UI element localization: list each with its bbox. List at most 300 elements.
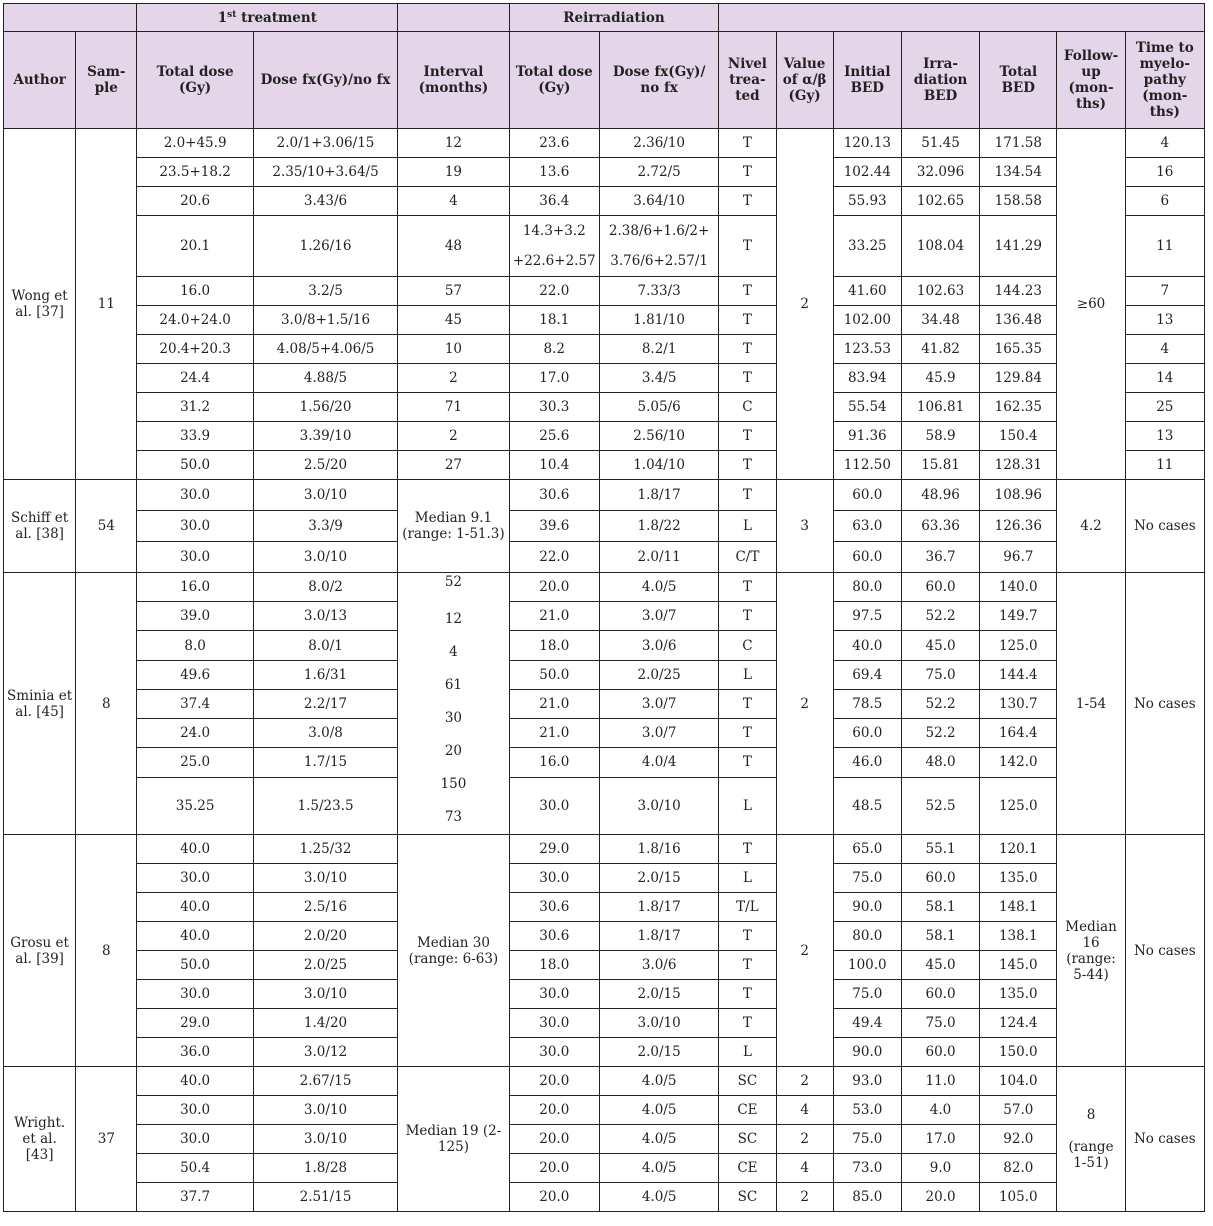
table-row	[4, 1009, 1205, 1038]
irradiation-bed: 102.65	[901, 187, 979, 216]
first-total-dose: 36.0	[137, 1038, 253, 1067]
total-bed: 129.84	[980, 364, 1057, 393]
reirr-total-dose	[509, 216, 599, 277]
table-row	[4, 893, 1205, 922]
irradiation-bed: 48.0	[901, 748, 979, 777]
interval: 4	[398, 187, 509, 216]
reirr-dose-fx: 8.2/1	[599, 335, 718, 364]
first-total-dose: 50.0	[137, 951, 253, 980]
col-reirr-dose-fx: Dose fx(Gy)/ no fx	[599, 32, 718, 129]
time-to-myelopathy: No cases	[1125, 1067, 1204, 1212]
nivel-treated: T	[719, 422, 776, 451]
reirr-total-dose: 8.2	[509, 335, 599, 364]
initial-bed: 123.53	[833, 335, 901, 364]
total-bed: 105.0	[980, 1183, 1057, 1212]
total-bed: 135.0	[980, 864, 1057, 893]
author-cell: Wright. et al. [43]	[4, 1067, 76, 1212]
first-dose-fx: 3.2/5	[253, 277, 397, 306]
initial-bed: 80.0	[833, 573, 901, 602]
total-bed: 96.7	[980, 542, 1057, 573]
first-dose-fx: 2.0/25	[253, 951, 397, 980]
irradiation-bed: 41.82	[901, 335, 979, 364]
initial-bed: 75.0	[833, 1125, 901, 1154]
table-row	[4, 719, 1205, 748]
first-total-dose: 50.0	[137, 451, 253, 480]
nivel-treated: T	[719, 689, 776, 718]
nivel-treated: CE	[719, 1154, 776, 1183]
reirr-dose-fx: 2.56/10	[599, 422, 718, 451]
follow-up-median: 8	[1086, 1107, 1096, 1123]
reirr-dose-fx: 2.0/25	[599, 660, 718, 689]
reirr-total-dose: 20.0	[509, 1096, 599, 1125]
reirr-total-dose: 18.0	[509, 631, 599, 660]
table-row	[4, 1125, 1205, 1154]
total-bed: 140.0	[980, 573, 1057, 602]
table-body	[4, 129, 1205, 1212]
initial-bed: 65.0	[833, 835, 901, 864]
total-bed: 82.0	[980, 1154, 1057, 1183]
interval: 20	[444, 743, 463, 759]
interval-list	[398, 573, 509, 835]
interval: 4	[449, 644, 458, 660]
reirr-total-dose: 18.1	[509, 306, 599, 335]
nivel-treated: C	[719, 631, 776, 660]
total-bed: 150.0	[980, 1038, 1057, 1067]
interval: Median 19 (2-125)	[398, 1067, 509, 1212]
follow-up-range: (range 1-51)	[1068, 1139, 1114, 1171]
reirr-dose-fx: 1.8/17	[599, 922, 718, 951]
initial-bed: 63.0	[833, 511, 901, 542]
initial-bed: 46.0	[833, 748, 901, 777]
irradiation-bed: 9.0	[901, 1154, 979, 1183]
first-total-dose: 30.0	[137, 542, 253, 573]
initial-bed: 60.0	[833, 719, 901, 748]
reirr-total-dose: 25.6	[509, 422, 599, 451]
time-to-myelopathy: 11	[1125, 451, 1204, 480]
table-row	[4, 980, 1205, 1009]
reirr-total-dose: 10.4	[509, 451, 599, 480]
reirr-total-dose: 21.0	[509, 719, 599, 748]
table-row	[4, 158, 1205, 187]
first-dose-fx: 8.0/1	[253, 631, 397, 660]
col-initial-bed: Initial BED	[833, 32, 901, 129]
irradiation-bed: 102.63	[901, 277, 979, 306]
reirr-dose-fx: 2.72/5	[599, 158, 718, 187]
first-dose-fx: 2.67/15	[253, 1067, 397, 1096]
initial-bed: 83.94	[833, 364, 901, 393]
total-bed: 104.0	[980, 1067, 1057, 1096]
col-nivel-treated: Nivel trea-ted	[719, 32, 776, 129]
author-cell: Grosu et al. [39]	[4, 835, 76, 1067]
first-total-dose: 20.4+20.3	[137, 335, 253, 364]
first-total-dose: 2.0+45.9	[137, 129, 253, 158]
reirr-dose-fx: 2.0/15	[599, 980, 718, 1009]
col-author: Author	[4, 32, 76, 129]
header-group-blank-left	[4, 4, 137, 32]
reirr-dose-fx: 4.0/5	[599, 573, 718, 602]
first-total-dose: 16.0	[137, 573, 253, 602]
reirr-dose-fx: 1.8/17	[599, 893, 718, 922]
table-row	[4, 689, 1205, 718]
first-dose-fx: 2.0/1+3.06/15	[253, 129, 397, 158]
nivel-treated: L	[719, 1038, 776, 1067]
first-total-dose: 49.6	[137, 660, 253, 689]
table-row	[4, 951, 1205, 980]
reirr-dose-fx: 4.0/5	[599, 1096, 718, 1125]
first-total-dose: 24.4	[137, 364, 253, 393]
nivel-treated: T	[719, 1009, 776, 1038]
total-bed: 130.7	[980, 689, 1057, 718]
first-dose-fx: 3.0/10	[253, 864, 397, 893]
total-bed: 134.54	[980, 158, 1057, 187]
first-dose-fx: 1.4/20	[253, 1009, 397, 1038]
irradiation-bed: 75.0	[901, 1009, 979, 1038]
first-dose-fx: 1.8/28	[253, 1154, 397, 1183]
total-bed: 135.0	[980, 980, 1057, 1009]
first-dose-fx: 3.39/10	[253, 422, 397, 451]
time-to-myelopathy: 16	[1125, 158, 1204, 187]
irradiation-bed: 63.36	[901, 511, 979, 542]
irradiation-bed: 51.45	[901, 129, 979, 158]
reirr-dose-fx: 3.0/10	[599, 1009, 718, 1038]
first-dose-fx: 1.26/16	[253, 216, 397, 277]
irradiation-bed: 52.2	[901, 689, 979, 718]
nivel-treated: T	[719, 748, 776, 777]
reirr-total-dose: 20.0	[509, 1183, 599, 1212]
nivel-treated: T	[719, 573, 776, 602]
irradiation-bed: 58.1	[901, 893, 979, 922]
total-bed: 171.58	[980, 129, 1057, 158]
total-bed: 145.0	[980, 951, 1057, 980]
table-row	[4, 660, 1205, 689]
first-total-dose: 33.9	[137, 422, 253, 451]
initial-bed: 75.0	[833, 864, 901, 893]
nivel-treated: SC	[719, 1183, 776, 1212]
table-row	[4, 573, 1205, 602]
initial-bed: 78.5	[833, 689, 901, 718]
first-dose-fx: 1.7/15	[253, 748, 397, 777]
nivel-treated: T/L	[719, 893, 776, 922]
total-bed: 141.29	[980, 216, 1057, 277]
interval: 30	[444, 710, 463, 726]
interval: 57	[398, 277, 509, 306]
nivel-treated: T	[719, 364, 776, 393]
nivel-treated: SC	[719, 1125, 776, 1154]
reirr-total-dose: 29.0	[509, 835, 599, 864]
irradiation-bed: 11.0	[901, 1067, 979, 1096]
first-total-dose: 25.0	[137, 748, 253, 777]
irradiation-bed: 17.0	[901, 1125, 979, 1154]
follow-up: ≥60	[1057, 129, 1125, 480]
reirr-dose-fx: 3.4/5	[599, 364, 718, 393]
table-row	[4, 777, 1205, 834]
first-dose-fx: 3.0/10	[253, 980, 397, 1009]
alpha-beta: 2	[776, 1183, 833, 1212]
first-dose-fx: 4.08/5+4.06/5	[253, 335, 397, 364]
col-irradiation-bed: Irra-diation BED	[901, 32, 979, 129]
nivel-treated: T	[719, 216, 776, 277]
table-row	[4, 1067, 1205, 1096]
interval: 2	[398, 422, 509, 451]
interval: 10	[398, 335, 509, 364]
interval: 27	[398, 451, 509, 480]
initial-bed: 97.5	[833, 602, 901, 631]
first-total-dose: 31.2	[137, 393, 253, 422]
reirr-dose-fx: 1.04/10	[599, 451, 718, 480]
irradiation-bed: 15.81	[901, 451, 979, 480]
first-dose-fx: 3.0/10	[253, 1125, 397, 1154]
initial-bed: 75.0	[833, 980, 901, 1009]
initial-bed: 102.00	[833, 306, 901, 335]
reirr-dose-fx: 1.8/17	[599, 480, 718, 511]
irradiation-bed: 60.0	[901, 864, 979, 893]
first-dose-fx: 1.6/31	[253, 660, 397, 689]
first-dose-fx: 3.0/13	[253, 602, 397, 631]
nivel-treated: C/T	[719, 542, 776, 573]
first-total-dose: 40.0	[137, 1067, 253, 1096]
table-row	[4, 1096, 1205, 1125]
reirr-total-dose: 22.0	[509, 277, 599, 306]
reirr-total-dose: 21.0	[509, 689, 599, 718]
table-row	[4, 511, 1205, 542]
reirr-total-dose: 17.0	[509, 364, 599, 393]
initial-bed: 102.44	[833, 158, 901, 187]
first-total-dose: 35.25	[137, 777, 253, 834]
nivel-treated: T	[719, 451, 776, 480]
reirr-dose-fx: 2.0/15	[599, 864, 718, 893]
nivel-treated: T	[719, 277, 776, 306]
table-row	[4, 922, 1205, 951]
col-alpha-beta: Value of α/β (Gy)	[776, 32, 833, 129]
sample-cell: 8	[76, 835, 137, 1067]
total-bed: 108.96	[980, 480, 1057, 511]
first-treatment-ordinal: st	[227, 9, 237, 20]
follow-up: 4.2	[1057, 480, 1125, 573]
first-dose-fx: 2.5/20	[253, 451, 397, 480]
alpha-beta: 4	[776, 1096, 833, 1125]
table-row	[4, 422, 1205, 451]
initial-bed: 90.0	[833, 1038, 901, 1067]
first-dose-fx: 3.43/6	[253, 187, 397, 216]
initial-bed: 60.0	[833, 480, 901, 511]
initial-bed: 55.54	[833, 393, 901, 422]
irradiation-bed: 48.96	[901, 480, 979, 511]
total-bed: 144.23	[980, 277, 1057, 306]
reirr-total-dose: 30.0	[509, 1009, 599, 1038]
first-total-dose: 30.0	[137, 480, 253, 511]
first-total-dose: 40.0	[137, 922, 253, 951]
first-total-dose: 8.0	[137, 631, 253, 660]
reirr-dose-fx: 2.0/15	[599, 1038, 718, 1067]
first-total-dose: 20.1	[137, 216, 253, 277]
first-dose-fx: 3.0/8+1.5/16	[253, 306, 397, 335]
first-dose-fx: 2.2/17	[253, 689, 397, 718]
first-treatment-label: treatment	[236, 9, 317, 26]
reirr-total-dose-line-2: +22.6+2.57	[512, 253, 596, 269]
col-follow-up: Follow-up (mon-ths)	[1057, 32, 1125, 129]
reirr-total-dose: 16.0	[509, 748, 599, 777]
sample-cell: 37	[76, 1067, 137, 1212]
first-dose-fx: 2.51/15	[253, 1183, 397, 1212]
author-cell: Schiff et al. [38]	[4, 480, 76, 573]
table-row	[4, 216, 1205, 277]
reirr-dose-fx: 4.0/4	[599, 748, 718, 777]
reirr-dose-fx: 4.0/5	[599, 1125, 718, 1154]
initial-bed: 85.0	[833, 1183, 901, 1212]
table-row	[4, 187, 1205, 216]
table-row	[4, 602, 1205, 631]
irradiation-bed: 45.0	[901, 631, 979, 660]
nivel-treated: T	[719, 306, 776, 335]
irradiation-bed: 32.096	[901, 158, 979, 187]
irradiation-bed: 45.0	[901, 951, 979, 980]
reirr-dose-fx: 2.0/11	[599, 542, 718, 573]
initial-bed: 73.0	[833, 1154, 901, 1183]
table-row	[4, 748, 1205, 777]
time-to-myelopathy: 6	[1125, 187, 1204, 216]
first-dose-fx: 2.35/10+3.64/5	[253, 158, 397, 187]
initial-bed: 49.4	[833, 1009, 901, 1038]
total-bed: 92.0	[980, 1125, 1057, 1154]
reirr-total-dose: 30.6	[509, 480, 599, 511]
first-dose-fx: 2.5/16	[253, 893, 397, 922]
sample-cell: 54	[76, 480, 137, 573]
col-first-total-dose: Total dose (Gy)	[137, 32, 253, 129]
initial-bed: 33.25	[833, 216, 901, 277]
nivel-treated: T	[719, 980, 776, 1009]
table-row	[4, 480, 1205, 511]
irradiation-bed: 34.48	[901, 306, 979, 335]
interval: 19	[398, 158, 509, 187]
table-row	[4, 1183, 1205, 1212]
author-cell: Wong et al. [37]	[4, 129, 76, 480]
nivel-treated: L	[719, 511, 776, 542]
first-total-dose: 37.7	[137, 1183, 253, 1212]
reirr-dose-fx: 3.0/10	[599, 777, 718, 834]
reirr-total-dose: 30.0	[509, 777, 599, 834]
reirr-dose-fx: 2.36/10	[599, 129, 718, 158]
initial-bed: 69.4	[833, 660, 901, 689]
reirr-total-dose: 20.0	[509, 1154, 599, 1183]
irradiation-bed: 58.1	[901, 922, 979, 951]
first-total-dose: 50.4	[137, 1154, 253, 1183]
first-total-dose: 16.0	[137, 277, 253, 306]
first-dose-fx: 1.56/20	[253, 393, 397, 422]
total-bed: 162.35	[980, 393, 1057, 422]
irradiation-bed: 52.5	[901, 777, 979, 834]
total-bed: 125.0	[980, 777, 1057, 834]
alpha-beta: 2	[776, 1125, 833, 1154]
interval: 71	[398, 393, 509, 422]
nivel-treated: SC	[719, 1067, 776, 1096]
irradiation-bed: 55.1	[901, 835, 979, 864]
first-dose-fx: 3.0/10	[253, 542, 397, 573]
reirr-dose-fx: 3.0/6	[599, 951, 718, 980]
initial-bed: 40.0	[833, 631, 901, 660]
table-row	[4, 364, 1205, 393]
table-row	[4, 129, 1205, 158]
col-interval: Interval (months)	[398, 32, 509, 129]
table-header	[4, 4, 1205, 129]
total-bed: 158.58	[980, 187, 1057, 216]
header-group-reirradiation: Reirradiation	[509, 4, 719, 32]
reirr-total-dose: 23.6	[509, 129, 599, 158]
nivel-treated: T	[719, 922, 776, 951]
time-to-myelopathy: No cases	[1125, 480, 1204, 573]
initial-bed: 53.0	[833, 1096, 901, 1125]
alpha-beta: 2	[776, 573, 833, 835]
interval: 52	[444, 574, 463, 590]
reirr-dose-fx-line-1: 2.38/6+1.6/2+	[608, 223, 710, 239]
time-to-myelopathy: 4	[1125, 335, 1204, 364]
total-bed: 149.7	[980, 602, 1057, 631]
initial-bed: 41.60	[833, 277, 901, 306]
irradiation-bed: 58.9	[901, 422, 979, 451]
reirr-dose-fx: 7.33/3	[599, 277, 718, 306]
nivel-treated: CE	[719, 1096, 776, 1125]
alpha-beta: 2	[776, 835, 833, 1067]
first-dose-fx: 4.88/5	[253, 364, 397, 393]
reirr-dose-fx: 5.05/6	[599, 393, 718, 422]
irradiation-bed: 36.7	[901, 542, 979, 573]
interval: Median 9.1 (range: 1-51.3)	[398, 480, 509, 573]
reirr-total-dose: 20.0	[509, 573, 599, 602]
initial-bed: 60.0	[833, 542, 901, 573]
first-total-dose: 24.0	[137, 719, 253, 748]
col-sample: Sam-ple	[76, 32, 137, 129]
reirr-dose-fx: 3.0/7	[599, 602, 718, 631]
first-total-dose: 40.0	[137, 893, 253, 922]
reirr-total-dose: 13.6	[509, 158, 599, 187]
first-total-dose: 23.5+18.2	[137, 158, 253, 187]
first-total-dose: 30.0	[137, 980, 253, 1009]
time-to-myelopathy: 4	[1125, 129, 1204, 158]
interval: 61	[444, 677, 463, 693]
interval: 12	[444, 611, 463, 627]
alpha-beta: 3	[776, 480, 833, 573]
irradiation-bed: 75.0	[901, 660, 979, 689]
initial-bed: 112.50	[833, 451, 901, 480]
initial-bed: 55.93	[833, 187, 901, 216]
initial-bed: 93.0	[833, 1067, 901, 1096]
reirr-total-dose: 30.0	[509, 864, 599, 893]
first-total-dose: 39.0	[137, 602, 253, 631]
irradiation-bed: 45.9	[901, 364, 979, 393]
header-group-first-treatment	[137, 4, 398, 32]
first-total-dose: 30.0	[137, 1125, 253, 1154]
first-total-dose: 30.0	[137, 1096, 253, 1125]
first-total-dose: 30.0	[137, 511, 253, 542]
reirr-total-dose: 30.0	[509, 1038, 599, 1067]
irradiation-bed: 20.0	[901, 1183, 979, 1212]
table-row	[4, 1154, 1205, 1183]
total-bed: 124.4	[980, 1009, 1057, 1038]
first-dose-fx: 1.25/32	[253, 835, 397, 864]
irradiation-bed: 60.0	[901, 1038, 979, 1067]
nivel-treated: L	[719, 777, 776, 834]
reirr-total-dose: 30.0	[509, 980, 599, 1009]
total-bed: 128.31	[980, 451, 1057, 480]
first-total-dose: 30.0	[137, 864, 253, 893]
interval: 45	[398, 306, 509, 335]
irradiation-bed: 4.0	[901, 1096, 979, 1125]
time-to-myelopathy: 13	[1125, 422, 1204, 451]
table-row	[4, 393, 1205, 422]
first-dose-fx: 3.0/10	[253, 1096, 397, 1125]
total-bed: 126.36	[980, 511, 1057, 542]
total-bed: 57.0	[980, 1096, 1057, 1125]
alpha-beta: 4	[776, 1154, 833, 1183]
